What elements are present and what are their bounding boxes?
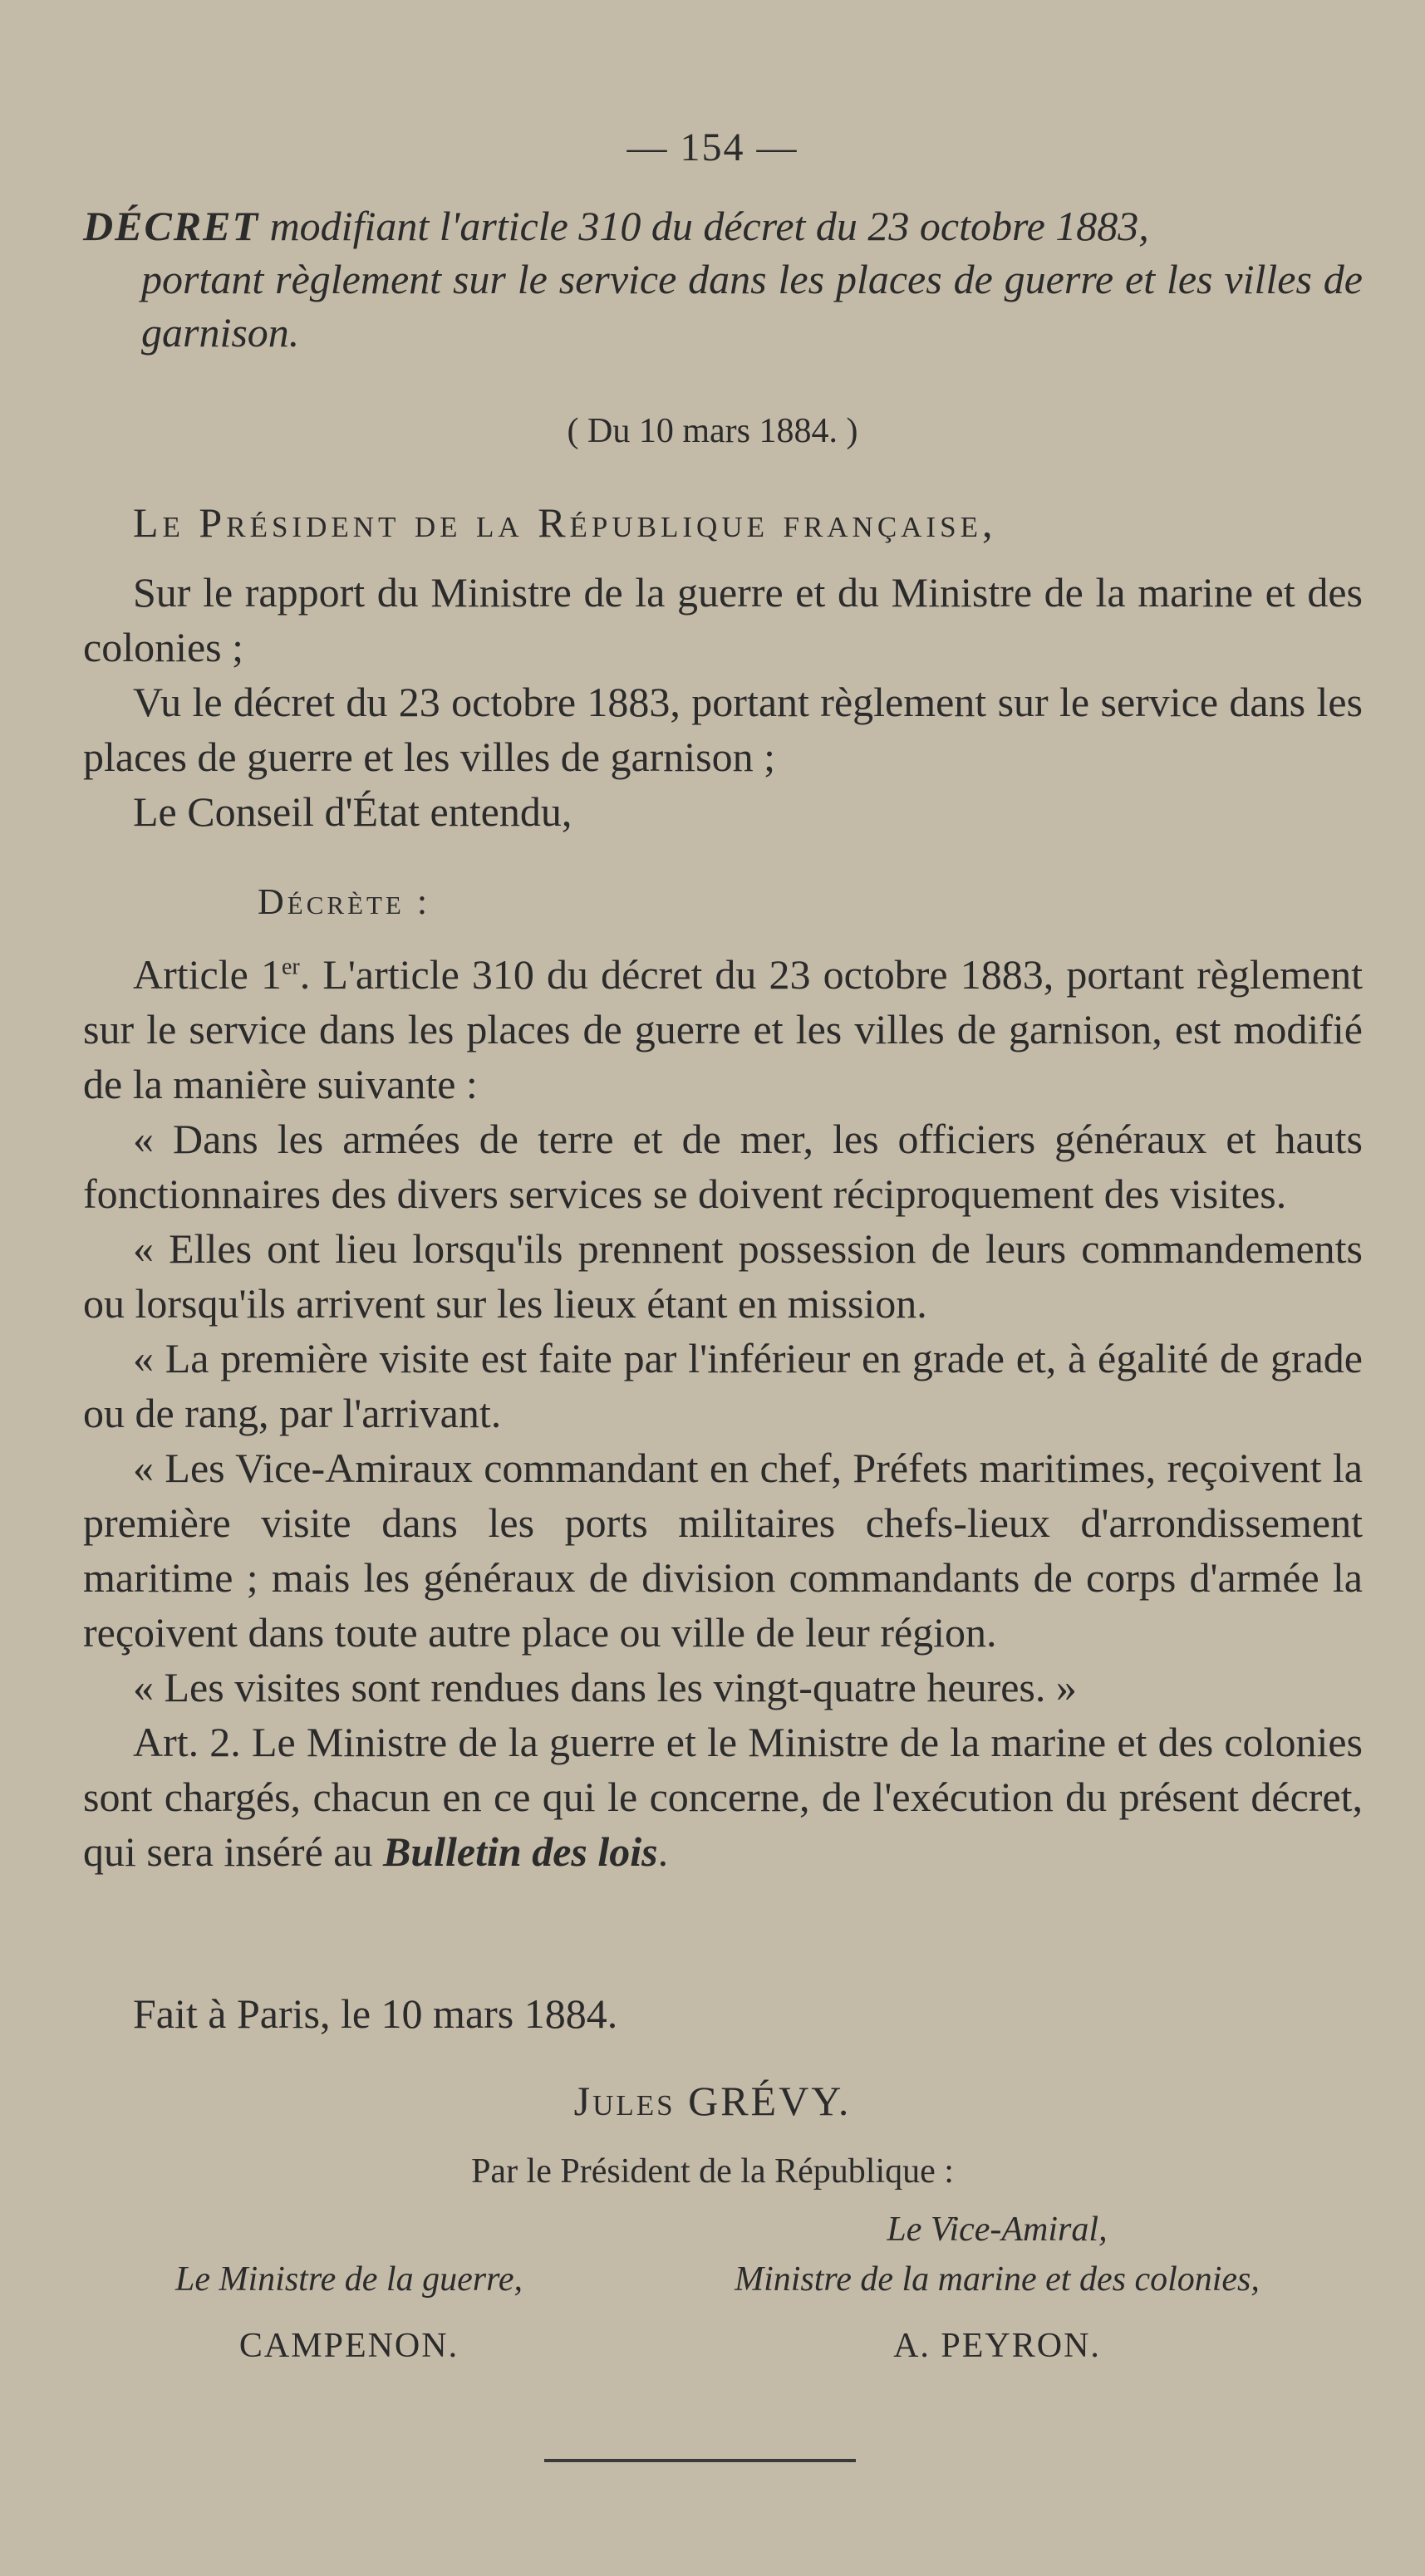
president-heading: Le Président de la République française, bbox=[133, 499, 997, 546]
decree-date: ( Du 10 mars 1884. ) bbox=[567, 412, 858, 450]
minister-right-name: A. PEYRON. bbox=[893, 2327, 1101, 2365]
minister-right-title: Ministre de la marine et des colonies, bbox=[735, 2260, 1260, 2299]
signature-first-name: Jules bbox=[573, 2078, 676, 2124]
page-number: — 154 — bbox=[627, 125, 798, 169]
article-2 bbox=[83, 1715, 1363, 1879]
quoted-paragraph: « La première visite est faite par l'inférieur en grade et, à égalité de grade ou de rang, par l'arrivant. bbox=[83, 1335, 1363, 1436]
quoted-paragraph: « Les visites sont rendues dans les vingt-quatre heures. » bbox=[133, 1664, 1077, 1710]
decree-title-lead: DÉCRET bbox=[83, 203, 260, 249]
articles bbox=[83, 947, 1363, 1879]
closing-rule bbox=[544, 2459, 856, 2462]
preamble-paragraph: Le Conseil d'État entendu, bbox=[133, 788, 572, 835]
president-signature bbox=[0, 2077, 1425, 2125]
article-1-text: . L'article 310 du décret du 23 octobre 1883, portant règlement sur le service dans les places de guerre et les villes de garnison, est modifié de la manière suivante : bbox=[83, 951, 1363, 1107]
decree-title-line1: modifiant l'article 310 du décret du 23 octobre 1883, bbox=[259, 203, 1149, 249]
article-1 bbox=[83, 947, 1363, 1111]
article-2-end: . bbox=[657, 1828, 669, 1875]
quoted-paragraph: « Elles ont lieu lorsqu'ils prennent possession de leurs commandements ou lorsqu'ils arrivent sur les lieux étant en mission. bbox=[83, 1225, 1363, 1327]
preamble-paragraph: Sur le rapport du Ministre de la guerre et du Ministre de la marine et des colonies ; bbox=[83, 569, 1363, 670]
preamble bbox=[83, 565, 1363, 839]
article-2-text: Art. 2. Le Ministre de la guerre et le Ministre de la marine et des colonies sont chargés, chacun en ce qui le concerne, de l'exécution du présent décret, qui sera inséré au bbox=[83, 1719, 1363, 1875]
quoted-paragraph: « Dans les armées de terre et de mer, les officiers généraux et hauts fonctionnaires des divers services se doivent réciproquement des visites. bbox=[83, 1116, 1363, 1217]
article-1-label: Article 1 bbox=[133, 951, 282, 998]
minister-left-title: Le Ministre de la guerre, bbox=[175, 2260, 523, 2299]
fait-line: Fait à Paris, le 10 mars 1884. bbox=[133, 1990, 618, 2037]
minister-right-rank: Le Vice-Amiral, bbox=[887, 2210, 1108, 2249]
decrete-heading: Décrète : bbox=[258, 881, 431, 922]
decree-title bbox=[83, 199, 1363, 359]
signature-last-name: GRÉVY. bbox=[675, 2078, 852, 2124]
minister-left-name: CAMPENON. bbox=[238, 2327, 459, 2365]
article-1-sup: er bbox=[281, 954, 300, 980]
par-le-president: Par le Président de la République : bbox=[471, 2152, 954, 2191]
preamble-paragraph: Vu le décret du 23 octobre 1883, portant règlement sur le service dans les places de guerre et les villes de garnison ; bbox=[83, 679, 1363, 780]
article-2-emphasis: Bulletin des lois bbox=[382, 1828, 658, 1875]
decree-title-line2: portant règlement sur le service dans les places de guerre et les villes de garnison. bbox=[141, 256, 1363, 356]
quoted-paragraph: « Les Vice-Amiraux commandant en chef, Préfets maritimes, reçoivent la première visite dans les ports militaires chefs-lieux d'arrondissement maritime ; mais les généraux de division commandants de corps d'armée la reçoivent dans toute autre place ou ville de leur région. bbox=[83, 1445, 1363, 1656]
